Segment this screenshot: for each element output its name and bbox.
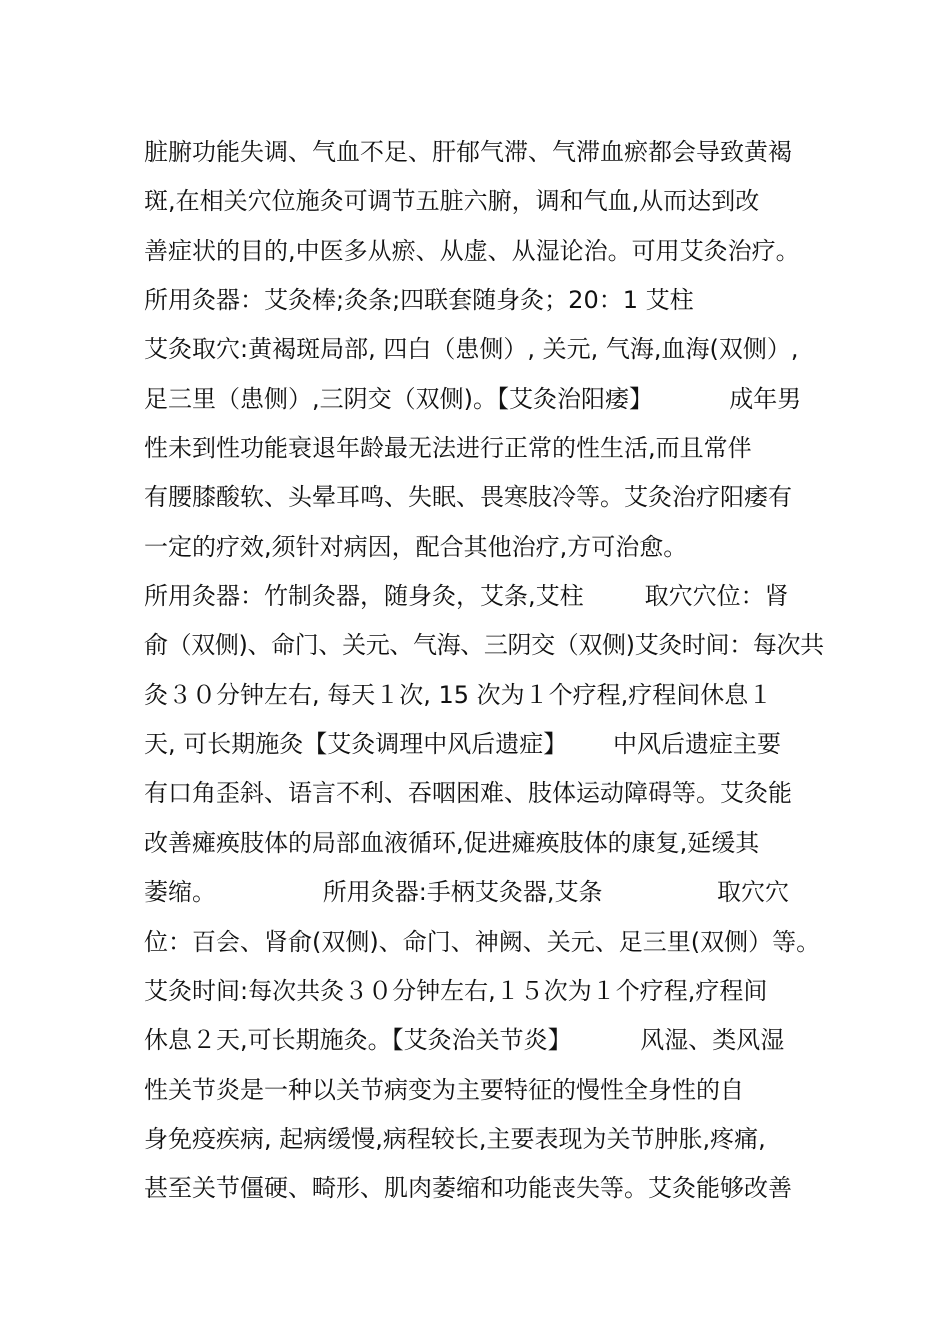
text-line-5: 艾灸取穴:黄褐斑局部, 四白（患侧）, 关元, 气海,血海(双侧）,: [144, 335, 799, 364]
text-line-22: 甚至关节僵硬、畸形、肌肉萎缩和功能丧失等。艾灸能够改善: [144, 1174, 792, 1203]
text-line-11: 俞（双侧)、命门、关元、气海、三阴交（双侧)艾灸时间：每次共: [144, 631, 824, 660]
text-line-14: 有口角歪斜、语言不利、吞咽困难、肢体运动障碍等。艾灸能: [144, 779, 792, 808]
text-line-20: 性关节炎是一种以关节病变为主要特征的慢性全身性的自: [144, 1075, 744, 1104]
text-line-1: 脏腑功能失调、气血不足、肝郁气滞、气滞血瘀都会导致黄褐: [144, 138, 792, 166]
text-line-2: 斑,在相关穴位施灸可调节五脏六腑，调和气血,从而达到改: [144, 187, 760, 216]
text-line-16: 萎缩。 所用灸器:手柄艾灸器,艾条 取穴穴: [144, 878, 789, 907]
text-line-17: 位：百会、肾俞(双侧)、命门、神阙、关元、足三里(双侧）等。: [144, 927, 821, 956]
text-line-18: 艾灸时间:每次共灸３０分钟左右,１５次为１个疗程,疗程间: [144, 976, 768, 1005]
body-text: [144, 128, 824, 1214]
text-line-10: 所用灸器：竹制灸器，随身灸，艾条,艾柱 取穴穴位：肾: [144, 582, 789, 611]
text-line-4: 所用灸器：艾灸棒;灸条;四联套随身灸；20：1 艾柱: [144, 286, 694, 315]
text-line-7: 性未到性功能衰退年龄最无法进行正常的性生活,而且常伴: [144, 434, 752, 463]
text-line-8: 有腰膝酸软、头晕耳鸣、失眠、畏寒肢冷等。艾灸治疗阳痿有: [144, 483, 792, 512]
text-line-3: 善症状的目的,中医多从瘀、从虚、从湿论治。可用艾灸治疗。: [144, 236, 800, 265]
text-line-13: 天, 可长期施灸【艾灸调理中风后遗症】 中风后遗症主要: [144, 730, 782, 759]
text-line-6: 足三里（患侧）,三阴交（双侧)。【艾灸治阳痿】 成年男: [144, 384, 802, 413]
text-line-15: 改善瘫痪肢体的局部血液循环,促进瘫痪肢体的康复,延缓其: [144, 828, 760, 857]
text-line-12: 灸３０分钟左右, 每天１次, 15 次为１个疗程,疗程间休息１: [144, 680, 773, 709]
text-line-9: 一定的疗效,须针对病因，配合其他治疗,方可治愈。: [144, 532, 688, 561]
text-line-19: 休息２天,可长期施灸。【艾灸治关节炎】 风湿、类风湿: [144, 1026, 785, 1055]
text-line-21: 身免疫疾病, 起病缓慢,病程较长,主要表现为关节肿胀,疼痛,: [144, 1124, 766, 1153]
